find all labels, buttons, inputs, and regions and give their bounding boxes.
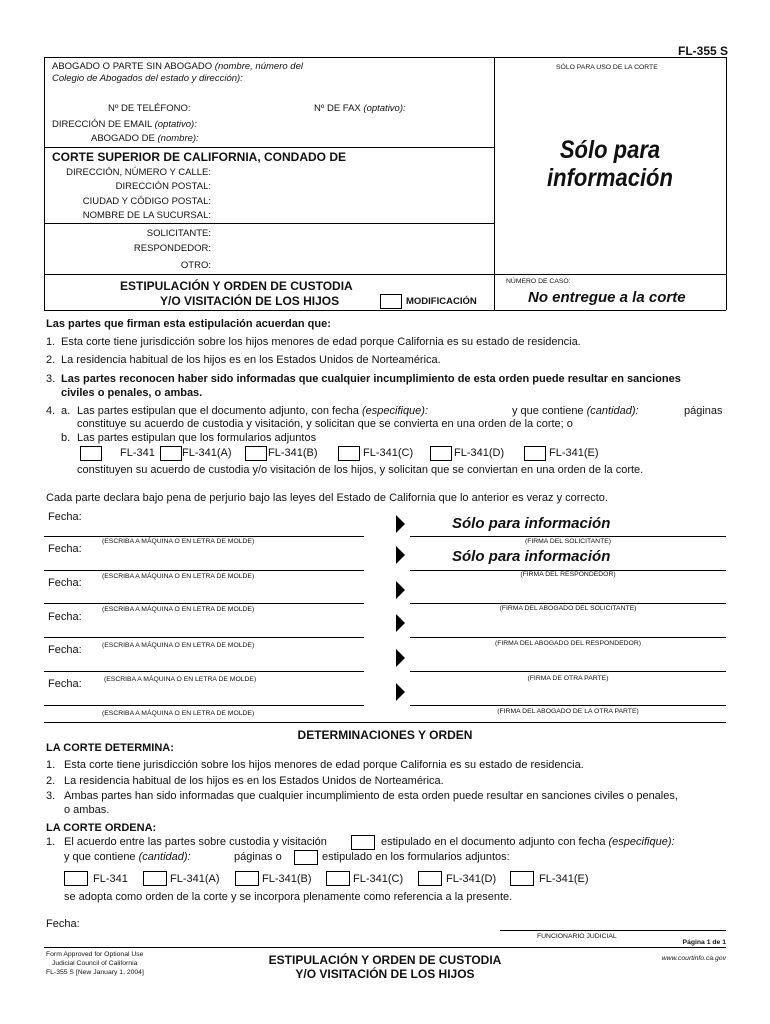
order-checkbox-fl341b[interactable] (235, 871, 259, 886)
sig-line-5 (410, 671, 726, 672)
order-form-fl341a: FL-341(A) (170, 873, 220, 885)
type-label-1: (ESCRIBA A MÁQUINA O EN LETRA DE MOLDE) (102, 538, 255, 545)
order-checkbox-fl341c[interactable] (326, 871, 350, 886)
perjury-statement: Cada parte declara bajo pena de perjurio bajo las leyes del Estado de California que lo anterior es veraz y correcto. (46, 492, 608, 504)
email-label: DIRECCIÓN DE EMAIL (optativo): (52, 119, 197, 130)
other-label: OTRO: (180, 260, 211, 271)
checkbox-fl341b[interactable] (245, 446, 267, 461)
order-checkbox-fl341a[interactable] (143, 871, 167, 886)
fax-label: Nº DE FAX (optativo): (314, 103, 406, 114)
checkbox-fl341[interactable] (80, 446, 102, 461)
item4b-label: b. (61, 432, 71, 444)
respondent-label: RESPONDEDOR: (133, 243, 211, 254)
order1-contains: y que contiene (cantidad): (64, 851, 191, 863)
case-number-label: NÚMERO DE CASO: (506, 278, 571, 285)
item3-number: 3. (46, 373, 56, 385)
order1-adopted: se adopta como orden de la corte y se incorpora plenamente como referencia a la presente. (64, 891, 513, 903)
item4a-line2: constituye su acuerdo de custodia y visitación, y solicitan que se convierta en una orden de la corte; o (77, 418, 573, 430)
court-top-line (44, 147, 494, 148)
item3-line2: civiles o penales, o ambas. (61, 387, 203, 399)
mailing-label: DIRECCIÓN POSTAL: (115, 181, 211, 192)
item3-line1: Las partes reconocen haber sido informadas que cualquier incumplimiento de esta orden puede resultar en sanciones (61, 373, 681, 385)
judicial-signature-line (500, 930, 726, 931)
findings-title: DETERMINACIONES Y ORDEN (297, 728, 473, 742)
order1-text: El acuerdo entre las partes sobre custodia y visitación (64, 836, 327, 848)
form-id: FL-355 S (677, 44, 728, 58)
type-label-5: (ESCRIBA A MÁQUINA O EN LETRA DE MOLDE) (104, 676, 257, 683)
page-number: Página 1 de 1 (682, 939, 726, 946)
item4b-line2: constituyen su acuerdo de custodia y/o visitación de los hijos, y solicitan que se conviertan en una orden de la corte. (77, 464, 644, 476)
court-finds-label: LA CORTE DETERMINA: (46, 742, 174, 754)
item4a-label: a. (61, 405, 71, 417)
sig-caption-4: (FIRMA DEL ABOGADO DEL RESPONDEDOR) (494, 640, 642, 647)
checkbox-fl341e[interactable] (524, 446, 546, 461)
order1-pages-or: páginas o (234, 851, 282, 863)
finding3-number: 3. (46, 790, 56, 802)
finding1-number: 1. (46, 759, 56, 771)
sign-arrow-2 (396, 546, 405, 564)
date-label-4: Fecha: (48, 644, 82, 656)
form-fl341e: FL-341(E) (549, 447, 599, 459)
sig-caption-2: (FIRMA DEL RESPONDEDOR) (520, 571, 616, 578)
date-label-2: Fecha: (48, 577, 82, 589)
approved-line3: FL-355 S [New January 1, 2004] (46, 969, 144, 976)
form-fl341d: FL-341(D) (454, 447, 505, 459)
street-label: DIRECCIÓN, NÚMERO Y CALLE: (66, 167, 211, 178)
order1-number: 1. (46, 836, 56, 848)
sign-arrow-6 (396, 683, 405, 701)
branch-label: NOMBRE DE LA SUCURSAL: (82, 210, 211, 221)
finding1-text: Esta corte tiene jurisdicción sobre los hijos menores de edad porque California es su estado de residencia. (64, 759, 584, 771)
form-fl341b: FL-341(B) (268, 447, 318, 459)
form-title-line1: ESTIPULACIÓN Y ORDEN DE CUSTODIA (120, 279, 353, 293)
order1-forms: estipulado en los formularios adjuntos: (322, 851, 510, 863)
form-fl341c: FL-341(C) (363, 447, 414, 459)
header-top-line (44, 57, 726, 58)
order-form-fl341c: FL-341(C) (353, 873, 404, 885)
name-line-2 (44, 570, 364, 571)
order-date-label: Fecha: (46, 918, 80, 930)
name-line-1 (44, 536, 364, 537)
findings-divider (44, 722, 726, 723)
sign-arrow-1 (396, 515, 405, 533)
sig-caption-1: (FIRMA DEL SOLICITANTE) (524, 538, 612, 545)
sig2-value: Sólo para información (452, 548, 611, 565)
order-checkbox-fl341e[interactable] (510, 871, 534, 886)
name-line-5 (44, 671, 364, 672)
sign-arrow-4 (396, 614, 405, 632)
type-label-4: (ESCRIBA A MÁQUINA O EN LETRA DE MOLDE) (102, 642, 255, 649)
order-form-fl341: FL-341 (93, 873, 128, 885)
court-orders-label: LA CORTE ORDENA: (46, 822, 157, 834)
attorney-for-label: ABOGADO DE (nombre): (91, 133, 199, 144)
item1-text: Esta corte tiene jurisdicción sobre los hijos menores de edad porque California es su estado de residencia. (61, 336, 581, 348)
order1-stipulated: estipulado en el documento adjunto con fecha (especifique): (381, 836, 675, 848)
type-label-6: (ESCRIBA A MÁQUINA O EN LETRA DE MOLDE) (102, 710, 255, 717)
footer-title: ESTIPULACIÓN Y ORDEN DE CUSTODIA Y/O VISITACIÓN DE LOS HIJOS (268, 953, 502, 981)
type-label-3: (ESCRIBA A MÁQUINA O EN LETRA DE MOLDE) (102, 606, 255, 613)
item4a-contains: y que contiene (cantidad): (512, 405, 639, 417)
header-bottom-line (44, 310, 726, 311)
sign-arrow-3 (396, 581, 405, 599)
sign-arrow-5 (396, 649, 405, 667)
sig-caption-3: (FIRMA DEL ABOGADO DEL SOLICITANTE) (499, 605, 637, 612)
checkbox-fl341d[interactable] (430, 446, 452, 461)
footer-url[interactable]: www.courtinfo.ca.gov (661, 955, 726, 962)
checkbox-fl341a[interactable] (160, 446, 182, 461)
stipulation-intro: Las partes que firman esta estipulación acuerdan que: (46, 318, 331, 330)
item2-text: La residencia habitual de los hijos es en los Estados Unidos de Norteamérica. (61, 354, 441, 366)
sig-line-4 (410, 637, 726, 638)
approved-line1: Form Approved for Optional Use (46, 951, 144, 958)
sig-caption-6: (FIRMA DEL ABOGADO DE LA OTRA PARTE) (497, 708, 639, 715)
footer-line (44, 947, 726, 948)
finding3-line1: Ambas partes han sido informadas que cualquier incumplimiento de esta orden puede resultar en sanciones civiles o penales, (64, 790, 678, 802)
finding2-text: La residencia habitual de los hijos es en los Estados Unidos de Norteamérica. (64, 775, 444, 787)
no-file-stamp: No entregue a la corte (528, 289, 686, 306)
item4a-text: Las partes estipulan que el documento adjunto, con fecha (especifique): (77, 405, 429, 417)
attorney-hint: Colegio de Abogados del estado y dirección): (52, 73, 243, 84)
item1-number: 1. (46, 336, 56, 348)
order-form-fl341d: FL-341(D) (446, 873, 497, 885)
sig-caption-5: (FIRMA DE OTRA PARTE) (527, 675, 609, 682)
phone-label: Nº DE TELÉFONO: (108, 103, 191, 114)
order-forms-checkbox[interactable] (294, 850, 318, 865)
modification-label: MODIFICACIÓN (406, 296, 477, 307)
order-form-fl341b: FL-341(B) (262, 873, 312, 885)
name-line-3 (44, 603, 364, 604)
item2-number: 2. (46, 354, 56, 366)
petitioner-label: SOLICITANTE: (146, 228, 211, 239)
city-zip-label: CIUDAD Y CÓDIGO POSTAL: (82, 196, 211, 207)
date-label-1: Fecha: (48, 543, 82, 555)
header-divider-line (494, 57, 495, 310)
header-right-line (726, 57, 727, 310)
form-title-line2: Y/O VISITACIÓN DE LOS HIJOS (160, 294, 340, 308)
court-use-label: SÓLO PARA USO DE LA CORTE (556, 64, 658, 71)
info-stamp: Sólo para información (547, 136, 673, 192)
type-label-2: (ESCRIBA A MÁQUINA O EN LETRA DE MOLDE) (102, 573, 255, 580)
court-title: CORTE SUPERIOR DE CALIFORNIA, CONDADO DE (52, 150, 347, 164)
date-label-0: Fecha: (48, 511, 82, 523)
form-fl341a: FL-341(A) (182, 447, 232, 459)
order-form-fl341e: FL-341(E) (539, 873, 589, 885)
sig1-value: Sólo para información (452, 515, 611, 532)
order-checkbox-fl341[interactable] (64, 871, 88, 886)
attorney-label: ABOGADO O PARTE SIN ABOGADO (nombre, número del (52, 61, 303, 72)
sig-line-6 (410, 705, 726, 706)
finding2-number: 2. (46, 775, 56, 787)
sig-line-1 (410, 536, 726, 537)
name-line-4 (44, 637, 364, 638)
order-checkbox-fl341d[interactable] (418, 871, 442, 886)
form-fl341: FL-341 (120, 447, 155, 459)
date-label-3: Fecha: (48, 611, 82, 623)
item4a-pages: páginas (684, 405, 723, 417)
item4b-text: Las partes estipulan que los formularios adjuntos (77, 432, 317, 444)
modification-checkbox[interactable] (380, 294, 402, 309)
title-top-line (44, 274, 726, 275)
name-line-6 (44, 705, 364, 706)
checkbox-fl341c[interactable] (338, 446, 360, 461)
approved-line2: Judicial Council of California (52, 960, 138, 967)
date-label-5: Fecha: (48, 678, 82, 690)
item4-number: 4. (46, 405, 56, 417)
finding3-line2: o ambas. (64, 804, 110, 816)
judicial-officer-label: FUNCIONARIO JUDICIAL (537, 933, 617, 940)
order-attached-checkbox[interactable] (351, 835, 375, 850)
sig-line-3 (410, 603, 726, 604)
parties-top-line (44, 223, 494, 224)
